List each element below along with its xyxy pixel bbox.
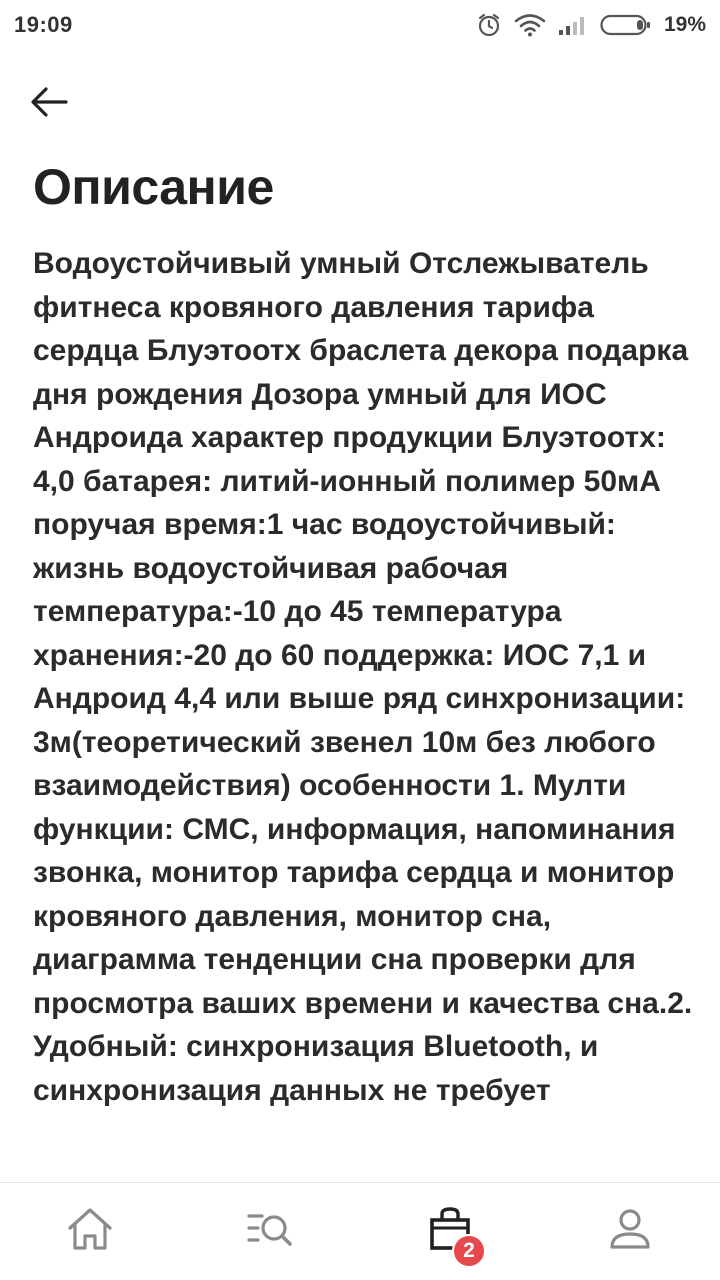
nav-catalog-search[interactable]	[180, 1183, 360, 1280]
nav-cart[interactable]	[360, 1183, 540, 1280]
status-bar	[0, 0, 720, 50]
status-time: 19:09	[14, 12, 73, 37]
signal-icon	[558, 14, 588, 36]
status-icons	[476, 12, 706, 38]
cart-count-badge: 2	[452, 1234, 486, 1268]
search-list-icon	[246, 1208, 294, 1255]
nav-profile[interactable]	[540, 1183, 720, 1280]
wifi-icon	[514, 13, 546, 37]
battery-icon	[600, 13, 652, 37]
arrow-left-icon	[29, 86, 69, 123]
alarm-icon	[476, 12, 502, 38]
description-text: Водоустойчивый умный Отслежыватель фитнеса кровяного давления тарифа сердца Блуэтоотх браслета декора подарка дня рождения Дозора умный для ИОС Андроида характер продукции Блуэтоотх: 4,0 батарея: литий-ионный полимер 50мА поручая время:1 час водоустойчивый: жизнь водоустойчивая рабочая температура:-10 до 45 температура хранения:-20 до 60 поддержка: ИОС 7,1 и Андроид 4,4 или выше ряд синхронизации: 3м(теоретический звенел 10м без любого взаимодействия) особенности 1. Мулти функции: СМС, информация, напоминания звонка, монитор тарифа сердца и монитор кровяного давления, монитор сна, диаграмма тенденции сна проверки для просмотра ваших времени и качества сна.2. Удобный: синхронизация Bluetooth, и синхронизация данных не требует	[33, 247, 693, 1107]
page-title: Описание	[33, 159, 274, 215]
profile-icon	[608, 1207, 652, 1256]
bottom-nav	[0, 1183, 720, 1280]
nav-home[interactable]	[0, 1183, 180, 1280]
back-button[interactable]	[26, 84, 72, 124]
home-icon	[66, 1206, 114, 1257]
battery-percent: 19%	[663, 13, 706, 36]
description-body	[33, 242, 693, 1182]
